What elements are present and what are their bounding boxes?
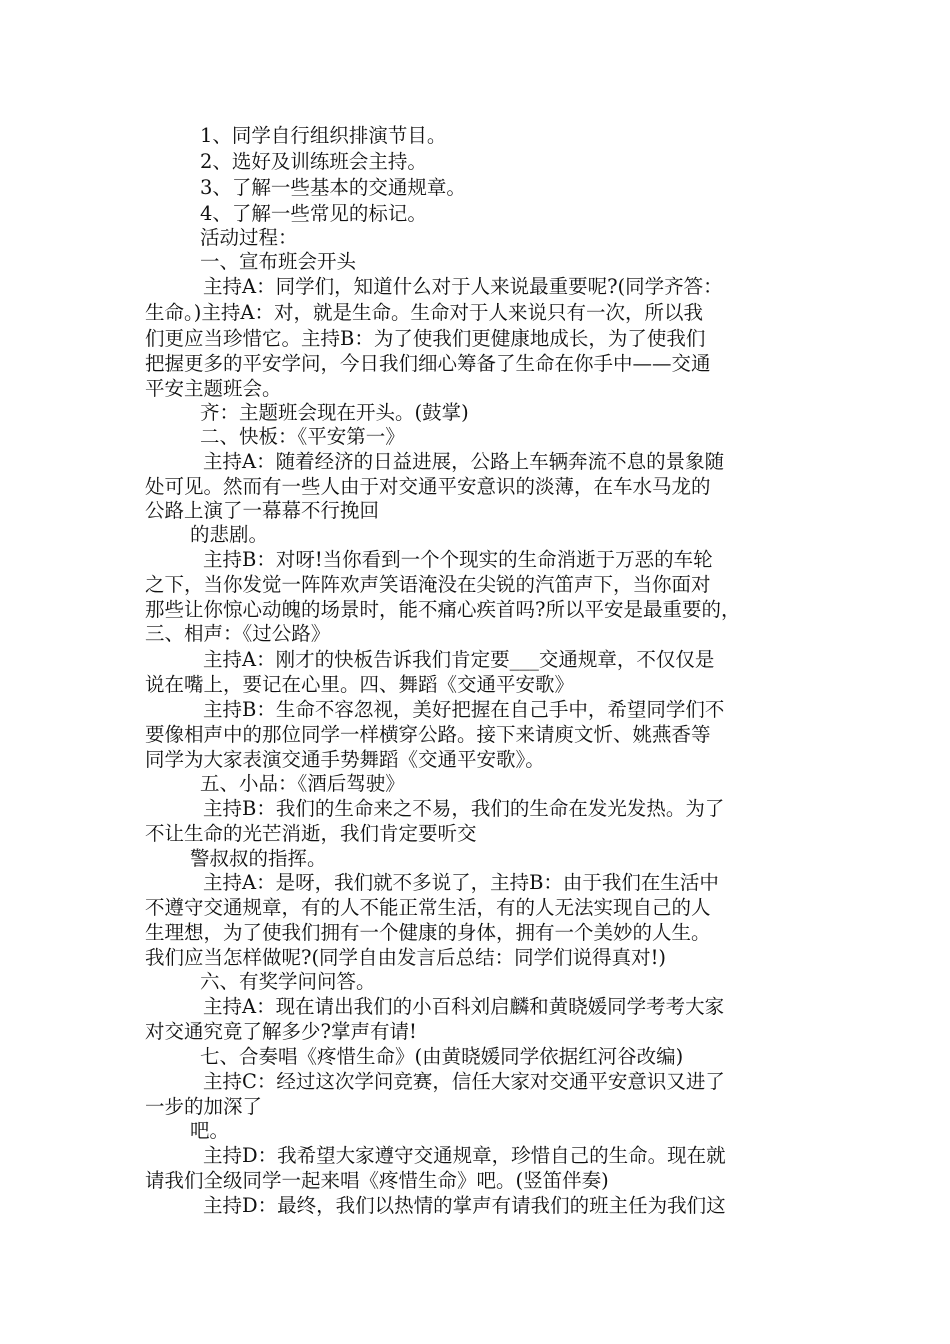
text-line: 处可见。然而有一些人由于对交通平安意识的淡薄，在车水马龙的 xyxy=(145,475,711,498)
text-line: 三、相声：《过公路》 xyxy=(145,622,331,645)
text-line: 主持D：最终，我们以热情的掌声有请我们的班主任为我们这 xyxy=(203,1194,726,1217)
text-line: 把握更多的平安学问，今日我们细心筹备了生命在你手中——交通 xyxy=(145,352,711,375)
text-line: 2、选好及训练班会主持。 xyxy=(200,150,427,173)
text-line: 那些让你惊心动魄的场景时，能不痛心疾首吗?所以平安是最重要的， xyxy=(145,598,741,621)
text-line: 4、了解一些常见的标记。 xyxy=(200,202,427,225)
text-line: 一步的加深了 xyxy=(145,1095,263,1118)
text-line: 我们应当怎样做呢?(同学自由发言后总结：同学们说得真对!) xyxy=(145,946,667,969)
text-line: 公路上演了一幕幕不行挽回 xyxy=(145,499,380,522)
text-line: 请我们全级同学一起来唱《疼惜生命》吧。(竖笛伴奏) xyxy=(145,1169,609,1192)
text-line: 1、同学自行组织排演节目。 xyxy=(200,124,447,147)
text-line: 要像相声中的那位同学一样横穿公路。接下来请庾文忻、姚燕香等 xyxy=(145,723,711,746)
text-line: 主持C：经过这次学问竞赛，信任大家对交通平安意识又进了 xyxy=(203,1070,725,1093)
text-line: 不遵守交通规章，有的人不能正常生活，有的人无法实现自己的人 xyxy=(145,896,711,919)
text-line: 3、了解一些基本的交通规章。 xyxy=(200,176,466,199)
text-line: 主持B：生命不容忽视，美好把握在自己手中，希望同学们不 xyxy=(203,698,725,721)
text-line: 主持D：我希望大家遵守交通规章，珍惜自己的生命。现在就 xyxy=(203,1144,726,1167)
text-line: 同学为大家表演交通手势舞蹈《交通平安歌》。 xyxy=(145,748,545,771)
text-line: 平安主题班会。 xyxy=(145,377,282,400)
text-line: 对交通究竟了解多少?掌声有请! xyxy=(145,1020,417,1043)
text-line: 不让生命的光芒消逝，我们肯定要听交 xyxy=(145,822,477,845)
text-line: 主持B：我们的生命来之不易，我们的生命在发光发热。为了 xyxy=(203,797,725,820)
text-line: 六、有奖学问问答。 xyxy=(200,970,376,993)
text-line: 主持A：现在请出我们的小百科刘启麟和黄晓媛同学考考大家 xyxy=(203,995,725,1018)
text-line: 说在嘴上，要记在心里。四、舞蹈《交通平安歌》 xyxy=(145,673,575,696)
text-line: 生命。)主持A：对，就是生命。生命对于人来说只有一次，所以我 xyxy=(145,301,703,324)
text-line: 主持B：对呀!当你看到一个个现实的生命消逝于万恶的车轮 xyxy=(203,548,713,571)
text-line: 主持A：刚才的快板告诉我们肯定要___交通规章，不仅仅是 xyxy=(203,648,715,671)
text-line: 五、小品：《酒后驾驶》 xyxy=(200,772,405,795)
text-line: 主持A：是呀，我们就不多说了，主持B：由于我们在生活中 xyxy=(203,871,719,894)
text-line: 一、宣布班会开头 xyxy=(200,250,357,273)
text-line: 之下，当你发觉一阵阵欢声笑语淹没在尖锐的汽笛声下，当你面对 xyxy=(145,573,711,596)
text-line: 们更应当珍惜它。主持B：为了使我们更健康地成长，为了使我们 xyxy=(145,327,706,350)
text-line: 吧。 xyxy=(190,1119,230,1142)
text-line: 的悲剧。 xyxy=(190,523,269,546)
text-line: 七、合奏唱《疼惜生命》(由黄晓媛同学依据红河谷改编) xyxy=(200,1045,684,1068)
text-line: 生理想，为了使我们拥有一个健康的身体，拥有一个美妙的人生。 xyxy=(145,921,711,944)
text-line: 齐：主题班会现在开头。(鼓掌) xyxy=(200,401,469,424)
text-line: 警叔叔的指挥。 xyxy=(190,847,327,870)
text-line: 主持A：同学们，知道什么对于人来说最重要呢?(同学齐答： xyxy=(203,275,723,298)
text-line: 活动过程： xyxy=(200,226,298,249)
text-line: 二、快板：《平安第一》 xyxy=(200,425,405,448)
text-line: 主持A：随着经济的日益进展，公路上车辆奔流不息的景象随 xyxy=(203,450,725,473)
